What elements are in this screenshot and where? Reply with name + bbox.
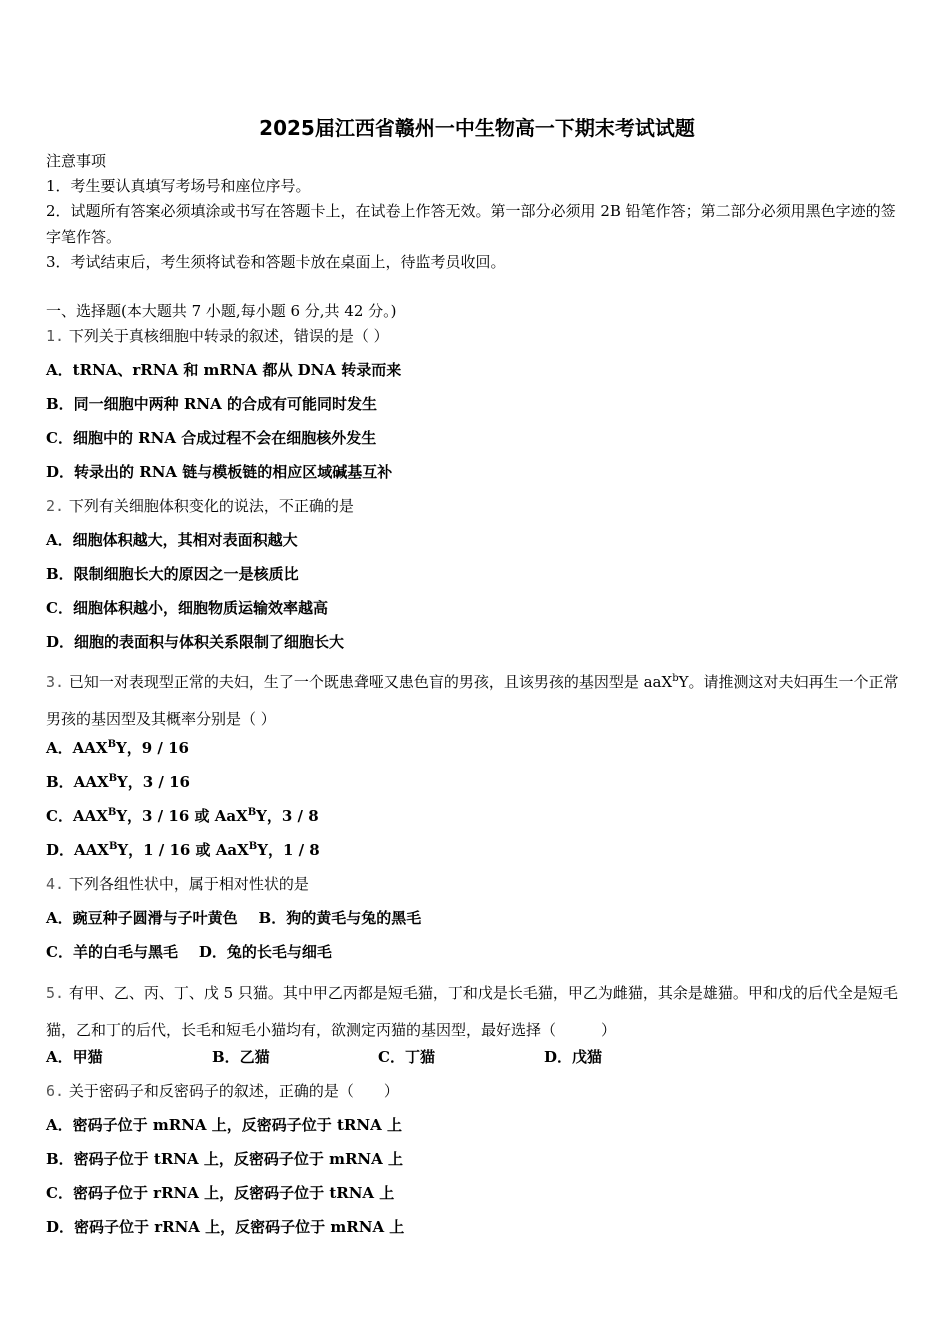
question-1: [46, 325, 389, 347]
option-d: D．转录出的 RNA 链与模板链的相应区域碱基互补: [46, 463, 393, 481]
option-text: Y，9 / 16: [116, 739, 189, 757]
option-a: [46, 737, 189, 759]
question-5: [46, 975, 908, 1049]
option-a: A．甲猫: [46, 1048, 103, 1066]
question-3: [46, 664, 908, 738]
question-stem-superscript: b: [672, 673, 679, 684]
option-superscript: B: [247, 807, 257, 818]
question-number: 5.: [46, 984, 65, 1002]
option-superscript: B: [107, 807, 117, 818]
question-number: 6.: [46, 1082, 65, 1100]
page-title: 2025届江西省赣州一中生物高一下期末考试试题: [259, 116, 695, 140]
option-b: B．乙猫: [212, 1048, 270, 1066]
question-stem: 有甲、乙、丙、丁、戊 5 只猫。其中甲乙丙都是短毛猫，丁和戊是长毛猫，甲乙为雌猫，其余是雄猫。甲和戊的后代全是短毛猫，乙和丁的后代，长毛和短毛小猫均有，欲测定丙猫的基因型，最好选择（ ）: [46, 984, 898, 1039]
section-heading: 一、选择题(本大题共 7 小题,每小题 6 分,共 42 分。): [46, 302, 397, 320]
option-row-2: C．羊的白毛与黑毛 D．兔的长毛与细毛: [46, 943, 332, 961]
option-superscript: B: [248, 841, 258, 852]
option-c: [46, 805, 319, 827]
option-a: A．细胞体积越大，其相对表面积越大: [46, 531, 298, 549]
question-6: [46, 1080, 399, 1102]
option-c: C．丁猫: [378, 1048, 435, 1066]
option-d: D．细胞的表面积与体积关系限制了细胞长大: [46, 633, 345, 651]
option-text: Y，1 / 16 或 AaX: [117, 841, 249, 859]
option-d: D．密码子位于 rRNA 上，反密码子位于 mRNA 上: [46, 1218, 405, 1236]
question-number: 1.: [46, 327, 65, 345]
question-4: [46, 873, 309, 895]
question-stem-part-2: Y。请推测这对夫妇再生一个正常男孩的基因型及其概率分别是（ ）: [46, 673, 899, 728]
question-stem: 关于密码子和反密码子的叙述，正确的是（ ）: [68, 1082, 399, 1100]
option-d: [46, 839, 320, 861]
option-text: Y，3 / 16: [117, 773, 190, 791]
option-c: C．细胞中的 RNA 合成过程不会在细胞核外发生: [46, 429, 377, 447]
option-row: [46, 1046, 710, 1068]
option-superscript: B: [107, 739, 117, 750]
question-stem: 下列各组性状中，属于相对性状的是: [68, 875, 309, 893]
notice-item-2: 2．试题所有答案必须填涂或书写在答题卡上，在试卷上作答无效。第一部分必须用 2B 铅笔作答；第二部分必须用黑色字迹的签字笔作答。: [46, 202, 896, 246]
option-text: D．AAX: [46, 841, 109, 859]
option-a: A．tRNA、rRNA 和 mRNA 都从 DNA 转录而来: [46, 361, 402, 379]
option-superscript: B: [108, 773, 118, 784]
option-text: C．AAX: [46, 807, 108, 825]
option-d: D．戊猫: [544, 1048, 603, 1066]
question-stem: 下列关于真核细胞中转录的叙述，错误的是（ ）: [68, 327, 389, 345]
question-stem: 下列有关细胞体积变化的说法，不正确的是: [68, 497, 354, 515]
option-row-1: A．豌豆种子圆滑与子叶黄色 B．狗的黄毛与兔的黑毛: [46, 909, 422, 927]
option-b: B．同一细胞中两种 RNA 的合成有可能同时发生: [46, 395, 377, 413]
option-text: Y，3 / 16 或 AaX: [116, 807, 248, 825]
option-b: [46, 771, 190, 793]
option-a: A．密码子位于 mRNA 上，反密码子位于 tRNA 上: [46, 1116, 402, 1134]
option-text: A．AAX: [46, 739, 108, 757]
question-stem-part-1: 已知一对表现型正常的夫妇，生了一个既患聋哑又患色盲的男孩，且该男孩的基因型是 aaX: [68, 673, 673, 691]
question-number: 2.: [46, 497, 65, 515]
option-text: Y，3 / 8: [256, 807, 319, 825]
option-text: B．AAX: [46, 773, 109, 791]
notice-item-3: 3．考试结束后，考生须将试卷和答题卡放在桌面上，待监考员收回。: [46, 253, 506, 271]
question-2: [46, 495, 354, 517]
option-b: B．限制细胞长大的原因之一是核质比: [46, 565, 299, 583]
option-c: C．细胞体积越小，细胞物质运输效率越高: [46, 599, 328, 617]
notice-item-1: 1．考生要认真填写考场号和座位序号。: [46, 177, 311, 195]
question-number: 3.: [46, 673, 65, 691]
question-number: 4.: [46, 875, 65, 893]
notice-heading: 注意事项: [46, 152, 107, 170]
option-superscript: B: [108, 841, 118, 852]
option-text: Y，1 / 8: [257, 841, 320, 859]
option-b: B．密码子位于 tRNA 上，反密码子位于 mRNA 上: [46, 1150, 403, 1168]
option-c: C．密码子位于 rRNA 上，反密码子位于 tRNA 上: [46, 1184, 395, 1202]
